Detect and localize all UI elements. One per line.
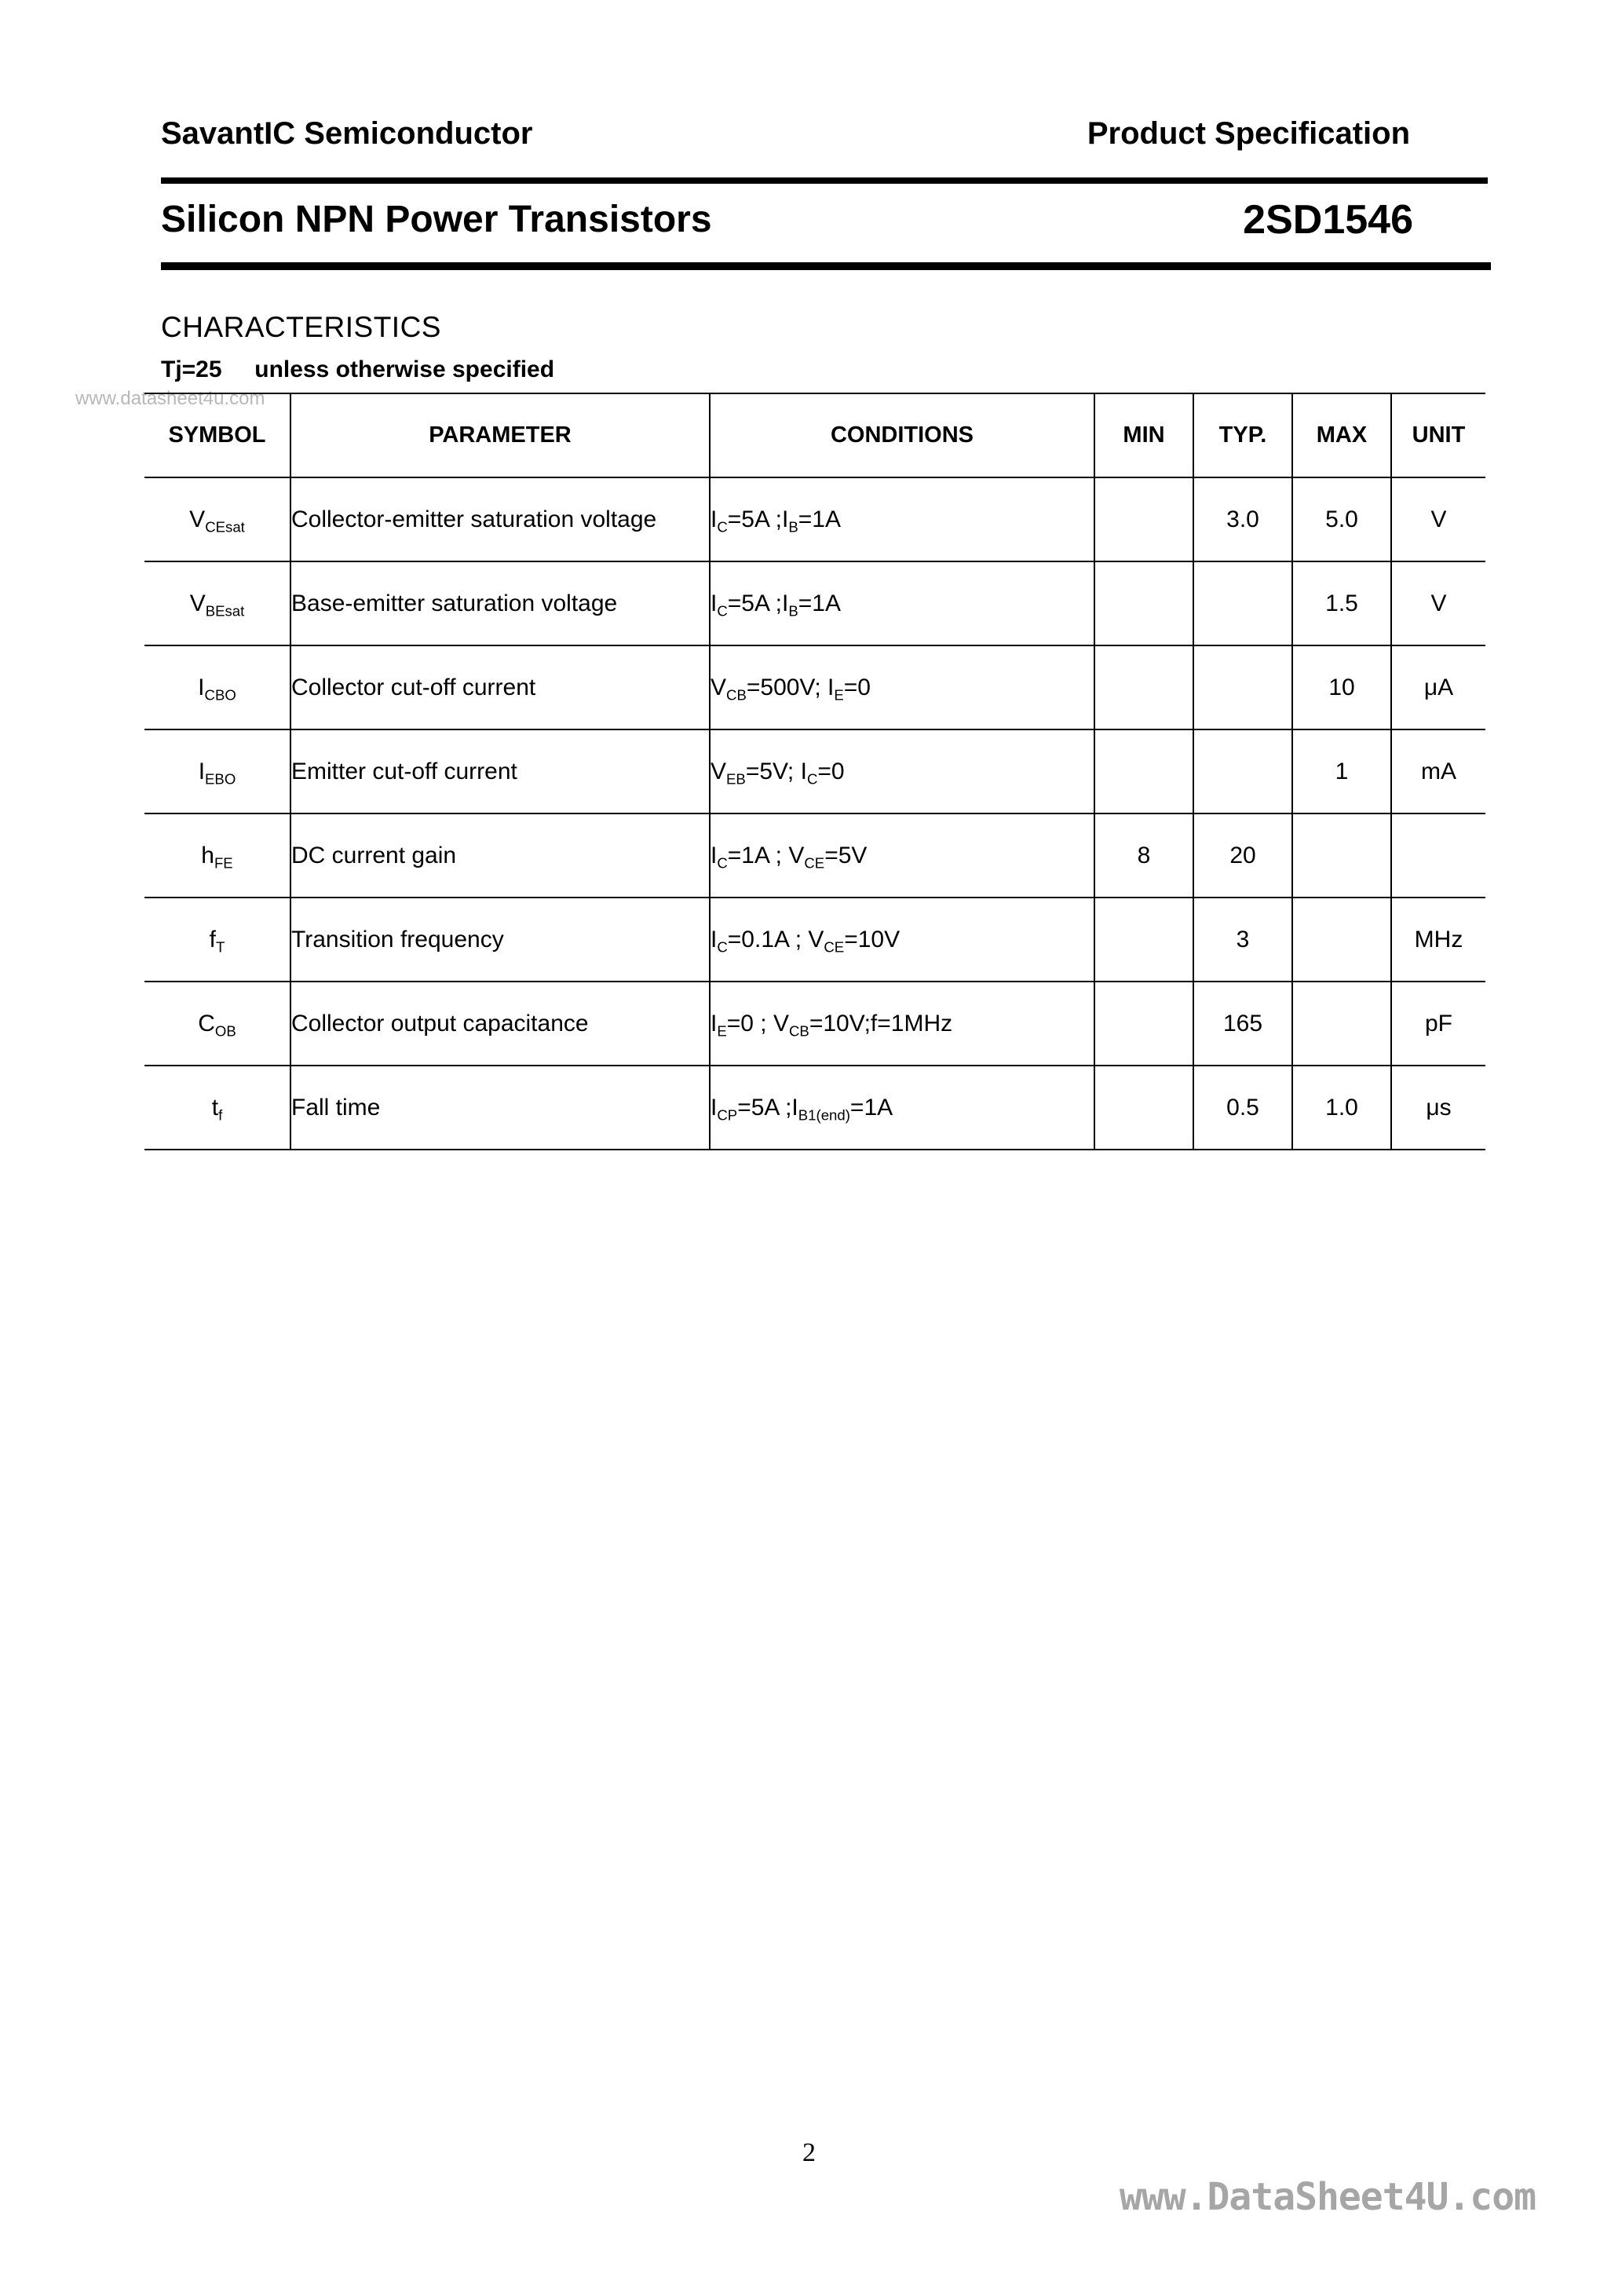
conditions-cell [710, 1066, 1094, 1150]
page-number: 2 [802, 2138, 816, 2167]
condition-subscript: CE [824, 938, 845, 955]
condition-subscript: B1(end) [798, 1106, 850, 1123]
condition-part: =5A ;I [737, 1094, 798, 1121]
condition-part: =500V; I [746, 674, 835, 700]
watermark-small: www.datasheet4u.com [75, 388, 265, 409]
condition-part: I [711, 590, 718, 616]
condition-part: =1A ; V [727, 842, 805, 868]
header-unit: UNIT [1391, 393, 1485, 477]
symbol-cell [144, 813, 290, 898]
condition-prefix: Tj=25 [161, 356, 222, 382]
symbol-subscript: f [218, 1106, 223, 1123]
parameter-cell: Base-emitter saturation voltage [290, 561, 710, 645]
condition-part: =10V [844, 926, 901, 952]
condition-subscript: C [717, 938, 728, 955]
condition-part: I [711, 1010, 718, 1036]
min-cell [1094, 898, 1193, 982]
condition-part: =5A ;I [727, 506, 789, 532]
max-cell: 1 [1292, 729, 1391, 813]
part-number: 2SD1546 [1243, 197, 1413, 243]
min-cell: 8 [1094, 813, 1193, 898]
max-cell [1292, 982, 1391, 1066]
table-row [144, 645, 1485, 729]
header-parameter: PARAMETER [290, 393, 710, 477]
symbol-subscript: EBO [205, 770, 236, 787]
table-row [144, 1066, 1485, 1150]
table-row [144, 477, 1485, 561]
conditions-cell [710, 477, 1094, 561]
symbol-base: V [189, 590, 206, 616]
characteristics-table [144, 393, 1485, 1150]
condition-part: V [711, 674, 727, 700]
symbol-subscript: BEsat [205, 602, 245, 619]
condition-part: =10V;f=1MHz [809, 1010, 953, 1036]
header-min: MIN [1094, 393, 1193, 477]
symbol-cell [144, 477, 290, 561]
min-cell [1094, 645, 1193, 729]
parameter-cell: Collector cut-off current [290, 645, 710, 729]
condition-part: =0.1A ; V [727, 926, 824, 952]
symbol-cell [144, 729, 290, 813]
symbol-base: C [198, 1010, 215, 1036]
condition-subscript: B [788, 602, 798, 619]
typ-cell: 3 [1193, 898, 1292, 982]
min-cell [1094, 729, 1193, 813]
typ-cell: 165 [1193, 982, 1292, 1066]
symbol-subscript: OB [214, 1022, 236, 1039]
parameter-cell: Fall time [290, 1066, 710, 1150]
unit-cell: μA [1391, 645, 1485, 729]
watermark-footer: www.DataSheet4U.com [1119, 2175, 1536, 2219]
condition-part: =5A ;I [727, 590, 789, 616]
unit-cell: MHz [1391, 898, 1485, 982]
condition-part: I [711, 1094, 718, 1121]
typ-cell [1193, 561, 1292, 645]
condition-subscript: B [788, 518, 798, 535]
condition-part: =1A [849, 1094, 893, 1121]
symbol-base: I [198, 758, 206, 784]
conditions-cell [710, 982, 1094, 1066]
condition-suffix: unless otherwise specified [254, 356, 555, 382]
typ-cell [1193, 729, 1292, 813]
condition-subscript: CB [726, 686, 747, 703]
condition-part: =5V [824, 842, 868, 868]
condition-subscript: EB [726, 770, 746, 787]
company-name: SavantIC Semiconductor [161, 116, 533, 151]
parameter-cell: Collector output capacitance [290, 982, 710, 1066]
unit-cell: μs [1391, 1066, 1485, 1150]
conditions-cell [710, 645, 1094, 729]
typ-cell [1193, 645, 1292, 729]
max-cell: 1.0 [1292, 1066, 1391, 1150]
typ-cell: 0.5 [1193, 1066, 1292, 1150]
unit-cell [1391, 813, 1485, 898]
condition-part: =0 [817, 758, 845, 784]
unit-cell: V [1391, 477, 1485, 561]
condition-subscript: E [834, 686, 844, 703]
max-cell [1292, 898, 1391, 982]
header-symbol: SYMBOL [144, 393, 290, 477]
header-conditions: CONDITIONS [710, 393, 1094, 477]
condition-part: I [711, 506, 718, 532]
table-row [144, 982, 1485, 1066]
conditions-cell [710, 898, 1094, 982]
symbol-cell [144, 645, 290, 729]
min-cell [1094, 477, 1193, 561]
section-heading: CHARACTERISTICS [161, 311, 441, 343]
symbol-base: h [201, 842, 214, 868]
condition-subscript: CP [717, 1106, 738, 1123]
typ-cell: 3.0 [1193, 477, 1292, 561]
condition-subscript: E [717, 1022, 727, 1039]
max-cell: 10 [1292, 645, 1391, 729]
max-cell: 1.5 [1292, 561, 1391, 645]
condition-subscript: C [806, 770, 818, 787]
condition-subscript: C [717, 854, 728, 871]
condition-subscript: CE [804, 854, 825, 871]
header-rule-top [161, 177, 1488, 184]
unit-cell: mA [1391, 729, 1485, 813]
condition-part: =5V; I [745, 758, 807, 784]
condition-part: =1A [798, 506, 841, 532]
min-cell [1094, 982, 1193, 1066]
typ-cell: 20 [1193, 813, 1292, 898]
table-row [144, 898, 1485, 982]
header-typ: TYP. [1193, 393, 1292, 477]
test-condition-note [161, 356, 554, 383]
min-cell [1094, 1066, 1193, 1150]
min-cell [1094, 561, 1193, 645]
condition-part: =0 ; V [726, 1010, 789, 1036]
condition-subscript: C [717, 602, 728, 619]
condition-subscript: C [717, 518, 728, 535]
symbol-subscript: CBO [204, 686, 236, 703]
symbol-subscript: CEsat [205, 518, 245, 535]
table-row [144, 561, 1485, 645]
symbol-base: f [209, 926, 216, 952]
condition-part: I [711, 926, 718, 952]
condition-part: V [711, 758, 727, 784]
symbol-subscript: T [215, 938, 225, 955]
table-header-row [144, 393, 1485, 477]
symbol-base: V [189, 506, 206, 532]
header-max: MAX [1292, 393, 1391, 477]
symbol-cell [144, 898, 290, 982]
symbol-base: I [198, 674, 205, 700]
unit-cell: pF [1391, 982, 1485, 1066]
condition-part: =1A [798, 590, 841, 616]
condition-part: I [711, 842, 718, 868]
parameter-cell: Emitter cut-off current [290, 729, 710, 813]
parameter-cell: Transition frequency [290, 898, 710, 982]
document-type: Product Specification [1087, 116, 1410, 151]
condition-subscript: CB [788, 1022, 809, 1039]
max-cell [1292, 813, 1391, 898]
symbol-cell [144, 982, 290, 1066]
table-row [144, 813, 1485, 898]
conditions-cell [710, 729, 1094, 813]
symbol-cell [144, 1066, 290, 1150]
table-row [144, 729, 1485, 813]
condition-part: =0 [843, 674, 871, 700]
conditions-cell [710, 561, 1094, 645]
parameter-cell: Collector-emitter saturation voltage [290, 477, 710, 561]
unit-cell: V [1391, 561, 1485, 645]
symbol-cell [144, 561, 290, 645]
max-cell: 5.0 [1292, 477, 1391, 561]
symbol-base: t [211, 1094, 219, 1121]
conditions-cell [710, 813, 1094, 898]
header-rule-bottom [161, 262, 1491, 270]
document-title: Silicon NPN Power Transistors [161, 199, 712, 240]
parameter-cell: DC current gain [290, 813, 710, 898]
table-body [144, 477, 1485, 1150]
symbol-subscript: FE [214, 854, 233, 871]
